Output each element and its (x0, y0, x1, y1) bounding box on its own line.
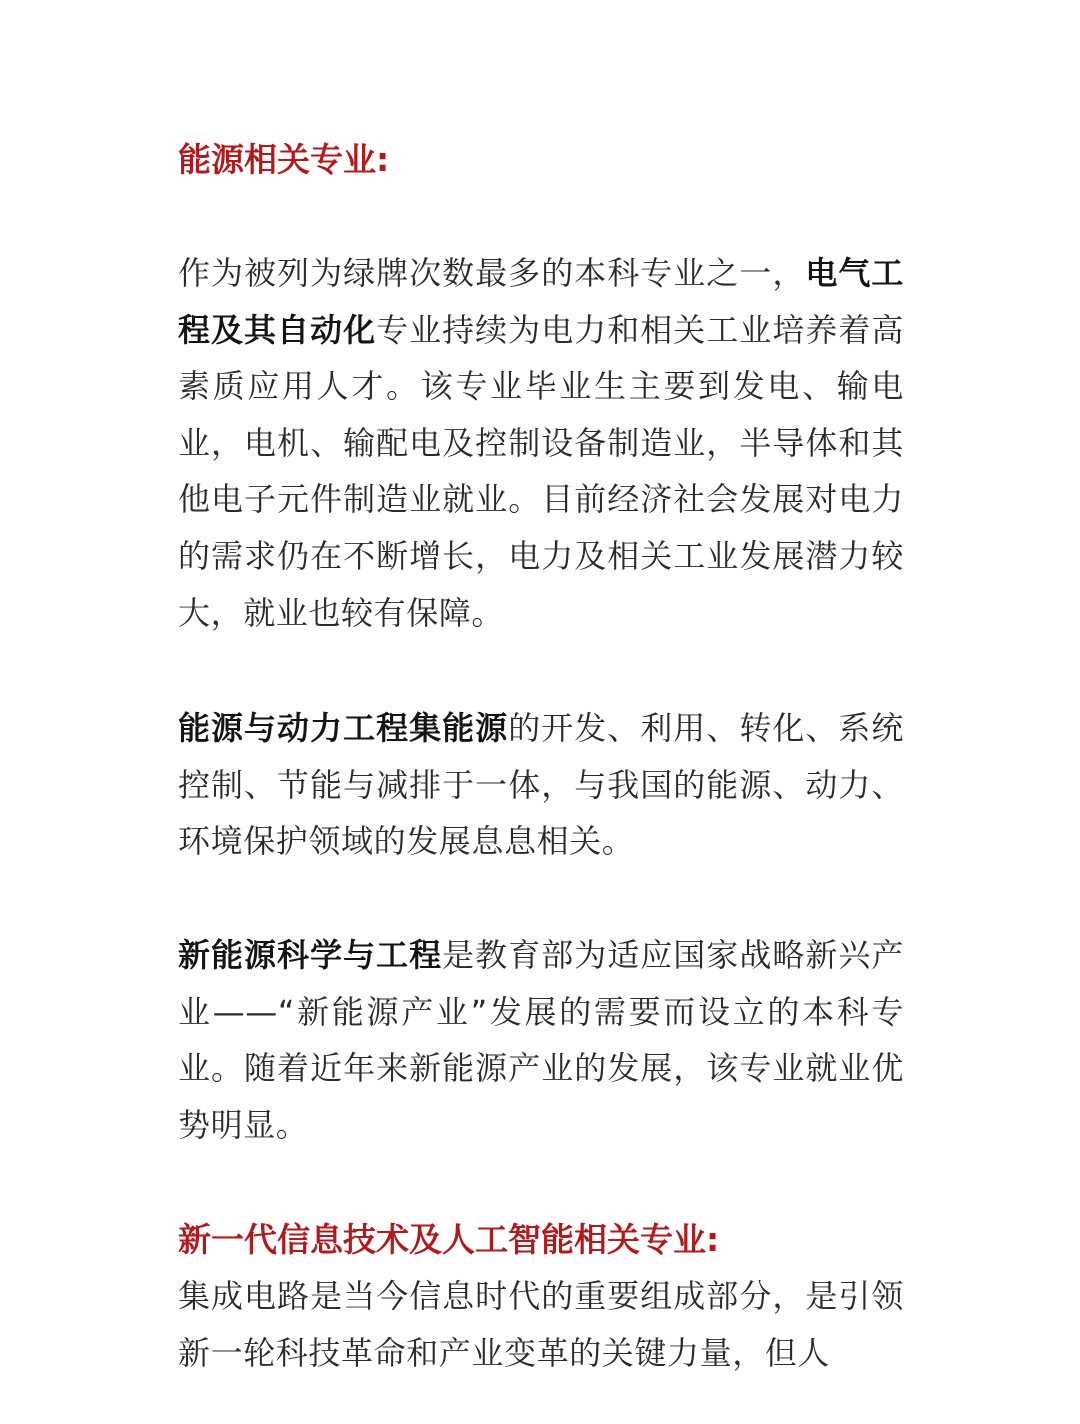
energy-p1-text-pre: 作为被列为绿牌次数最多的本科专业之一， (178, 254, 806, 292)
electrical-engineering-major: 电气工程及其自动化 (178, 254, 904, 349)
energy-p1-text-post: 专业持续为电力和相关工业培养着高素质应用人才。该专业毕业生主要到发电、输电业，电机、输配电及控制设备制造业，半导体和其他电子元件制造业就业。目前经济社会发展对电力的需求仍在不断增长，电力及相关工业发展潜力较大，就业也较有保障。 (178, 310, 904, 632)
energy-power-engineering-major: 能源与动力工程集能源 (178, 709, 509, 747)
energy-section-heading: 能源相关专业: (178, 140, 390, 179)
energy-p3-text: 是教育部为适应国家战略新兴产业——“新能源产业”发展的需要而设立的本科专业。随着近年来新能源产业的发展，该专业就业优势明显。 (178, 936, 904, 1144)
energy-paragraph-3 (178, 927, 904, 1153)
it-paragraph-1 (178, 1268, 904, 1381)
it-p1-text: 集成电路是当今信息时代的重要组成部分，是引领新一轮科技革命和产业变革的关键力量，但人 (178, 1277, 904, 1372)
it-heading-block (178, 1220, 904, 1260)
energy-paragraph-1 (178, 245, 904, 641)
energy-p2-text: 的开发、利用、转化、系统控制、节能与减排于一体，与我国的能源、动力、环境保护领域的发展息息相关。 (178, 709, 904, 861)
it-section-heading: 新一代信息技术及人工智能相关专业: (178, 1220, 720, 1259)
energy-heading-block (178, 140, 904, 180)
new-energy-major: 新能源科学与工程 (178, 936, 443, 974)
energy-paragraph-2 (178, 700, 904, 870)
